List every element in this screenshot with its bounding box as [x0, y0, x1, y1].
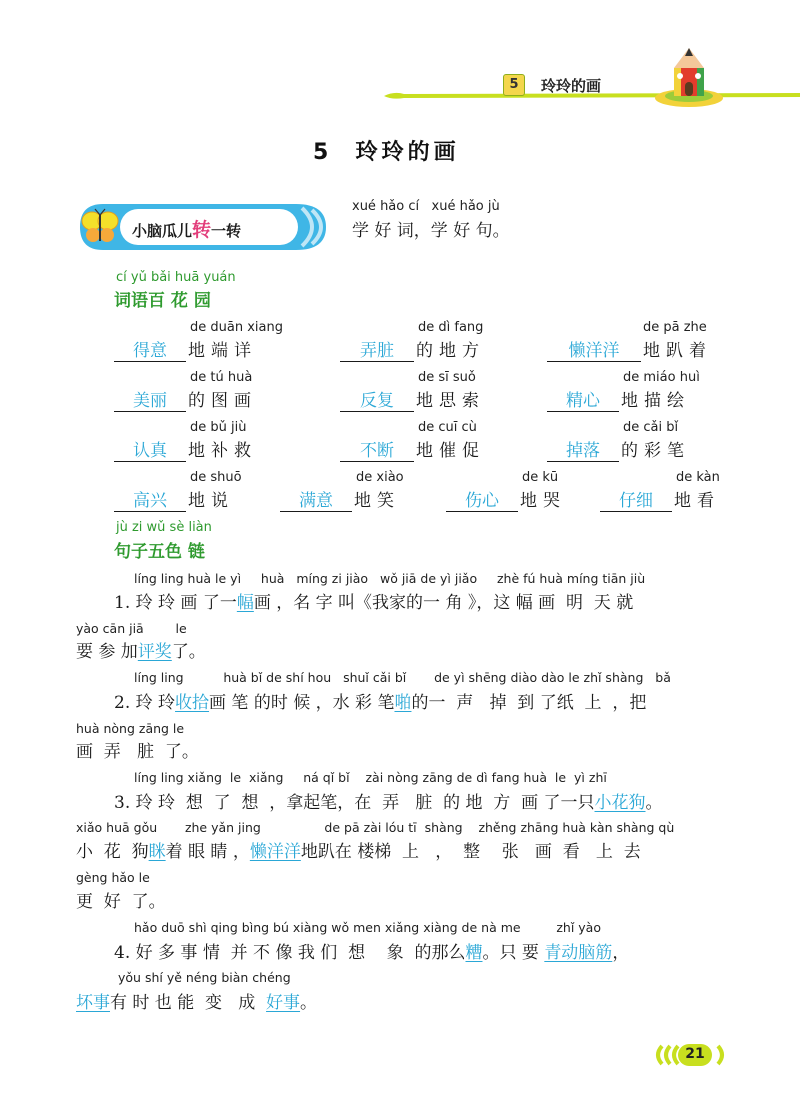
word-tail: 地哭: [520, 491, 566, 511]
word-answer[interactable]: 认真: [114, 436, 186, 462]
word-item-pinyin: de shuō: [190, 470, 242, 485]
word-item-pinyin: de cǎi bǐ: [623, 420, 679, 435]
banner-subtitle-pinyin: xué hǎo cí xué hǎo jù: [352, 199, 500, 214]
word-item: [446, 470, 606, 516]
sentence-text: 有 时 也 能 变 成: [110, 993, 267, 1013]
sentence-3-line: [114, 788, 663, 813]
word-item: [340, 320, 540, 366]
word-answer[interactable]: 精心: [547, 386, 619, 412]
sentence-answer[interactable]: 幅: [236, 593, 254, 613]
sentence-text: 1. 玲 玲 画 了一: [114, 593, 237, 613]
sentence-4-pinyin-2: yǒu shí yě néng biàn chéng: [118, 970, 291, 985]
word-item: [340, 370, 540, 416]
word-answer[interactable]: 满意: [280, 486, 352, 512]
banner-subtitle: 学 好 词，学 好 句。: [352, 221, 510, 241]
sentence-answer[interactable]: 眯: [148, 842, 166, 862]
word-answer[interactable]: 懒洋洋: [547, 336, 641, 362]
sentence-text: 。只 要: [482, 943, 545, 963]
word-answer[interactable]: 不断: [340, 436, 414, 462]
header-lesson-title: 玲玲的画: [541, 77, 602, 95]
word-item: [114, 370, 314, 416]
word-item: [114, 420, 314, 466]
word-item: [340, 420, 540, 466]
sentence-1-pinyin: líng ling huà le yì huà míng zi jiào wǒ jiā de yì jiǎo zhè fú huà míng tiān jiù: [134, 571, 646, 586]
sentence-chain-heading: 句子五色 链: [114, 542, 205, 562]
page-number-left-marks: [654, 1044, 680, 1066]
sentence-4-pinyin: hǎo duō shì qing bìng bú xiàng wǒ men xiǎng xiàng de nà me zhǐ yào: [134, 920, 601, 935]
word-item-pinyin: de xiào: [356, 470, 404, 485]
word-item-pinyin: de pā zhe: [643, 320, 707, 335]
word-item: [547, 370, 767, 416]
sentence-4-line: [114, 938, 629, 963]
pencil-house-icon: [654, 44, 724, 108]
sentence-text: 的一 声 掉 到 了纸 上 ，把: [411, 693, 647, 713]
word-tail: 地描绘: [621, 391, 690, 411]
word-item: [547, 420, 767, 466]
sentence-answer[interactable]: 啪: [394, 693, 412, 713]
banner-label-pre: 小脑瓜儿: [132, 222, 193, 240]
word-tail: 的地方: [416, 341, 485, 361]
sentence-answer[interactable]: 坏事: [76, 993, 110, 1013]
word-tail: 地说: [188, 491, 234, 511]
sentence-text: 地趴在 楼梯 上 ， 整 张 画 看 上 去: [300, 842, 641, 862]
word-tail: 地趴着: [643, 341, 712, 361]
word-item-pinyin: de tú huà: [190, 370, 253, 385]
sentence-2-pinyin: líng ling huà bǐ de shí hou shuǐ cǎi bǐ de yì shēng diào dào le zhǐ shàng bǎ: [134, 670, 671, 685]
sentence-text: 2. 玲 玲: [114, 693, 176, 713]
banner-label: [132, 215, 241, 242]
sentence-text: 小 花 狗: [76, 842, 149, 862]
sentence-2-pinyin-2: huà nòng zāng le: [76, 721, 185, 736]
butterfly-icon: [80, 207, 120, 247]
sentence-1-pinyin-2: yào cān jiā le: [76, 621, 187, 636]
sentence-text: 画 笔 的时 候 ，水 彩 笔: [209, 693, 395, 713]
sentence-answer[interactable]: 收拾: [175, 693, 210, 713]
sentence-text: 要 参 加: [76, 642, 138, 662]
sentence-3-pinyin-2: xiǎo huā gǒu zhe yǎn jing de pā zài lóu tī shàng zhěng zhāng huà kàn shàng qù: [76, 820, 675, 835]
word-tail: 的图画: [188, 391, 257, 411]
section-banner: [76, 200, 334, 254]
word-item: [547, 320, 767, 366]
sentence-answer[interactable]: 青动脑筋: [544, 943, 613, 963]
banner-label-post: 一转: [211, 222, 242, 240]
sentence-4-line-2: [76, 988, 317, 1013]
sentence-text: ，: [612, 943, 630, 963]
word-tail: 地思索: [416, 391, 485, 411]
word-item-pinyin: de bǔ jiù: [190, 420, 247, 435]
sentence-text: 。: [645, 793, 663, 813]
word-item-pinyin: de kū: [522, 470, 559, 485]
page-number-right-mark: [714, 1044, 726, 1066]
word-answer[interactable]: 反复: [340, 386, 414, 412]
sentence-2-line: [114, 688, 646, 713]
sentence-2-line-2: 画 弄 脏 了。: [76, 742, 199, 762]
sentence-3-pinyin: líng ling xiǎng le xiǎng ná qǐ bǐ zài nòng zāng de dì fang huà le yì zhī: [134, 770, 607, 785]
word-item: [114, 320, 314, 366]
word-answer[interactable]: 掉落: [547, 436, 619, 462]
word-item: [280, 470, 440, 516]
page-number: 21: [685, 1046, 705, 1062]
word-garden-heading: 词语百 花 园: [114, 291, 211, 311]
sentence-1-line-2: [76, 637, 206, 662]
word-tail: 的彩笔: [621, 441, 690, 461]
sentence-3-line-2: [76, 837, 641, 862]
sentence-text: 着 眼 睛 ，: [165, 842, 250, 862]
sentence-answer[interactable]: 糟: [465, 943, 483, 963]
word-garden-heading-pinyin: cí yǔ bǎi huā yuán: [116, 270, 236, 285]
word-answer[interactable]: 伤心: [446, 486, 518, 512]
word-item-pinyin: de duān xiang: [190, 320, 283, 335]
sentence-answer[interactable]: 好事: [266, 993, 301, 1013]
word-tail: 地端详: [188, 341, 257, 361]
sentence-answer[interactable]: 评奖: [137, 642, 172, 662]
sentence-3-line-3: 更 好 了。: [76, 892, 166, 912]
word-tail: 地看: [674, 491, 720, 511]
sentence-answer[interactable]: 小花狗: [594, 793, 646, 813]
word-item-pinyin: de sī suǒ: [418, 370, 476, 385]
word-answer[interactable]: 美丽: [114, 386, 186, 412]
word-answer[interactable]: 得意: [114, 336, 186, 362]
sentence-chain-heading-pinyin: jù zi wǔ sè liàn: [116, 520, 212, 535]
page-title: 5 玲玲的画: [313, 140, 460, 165]
word-item: [600, 470, 770, 516]
word-item-pinyin: de kàn: [676, 470, 720, 485]
sentence-text: 画 ，名 字 叫《我家的一 角 》，这 幅 画 明 天 就: [253, 593, 634, 613]
word-item-pinyin: de cuī cù: [418, 420, 477, 435]
lesson-number-box: 5: [503, 74, 525, 96]
word-tail: 地催促: [416, 441, 485, 461]
word-answer[interactable]: 弄脏: [340, 336, 414, 362]
sentence-1-line: [114, 588, 633, 613]
sentence-text: 4. 好 多 事 情 并 不 像 我 们 想 象 的那么: [114, 943, 466, 963]
word-item-pinyin: de dì fang: [418, 320, 484, 335]
word-item: [114, 470, 284, 516]
word-answer[interactable]: 高兴: [114, 486, 186, 512]
word-tail: 地补救: [188, 441, 257, 461]
sentence-text: 。: [300, 993, 318, 1013]
sentence-answer[interactable]: 懒洋洋: [249, 842, 301, 862]
sentence-text: 了。: [171, 642, 206, 662]
sentence-text: 3. 玲 玲 想 了 想 ，拿起笔，在 弄 脏 的 地 方 画 了一只: [114, 793, 595, 813]
word-item-pinyin: de miáo huì: [623, 370, 700, 385]
word-tail: 地笑: [354, 491, 400, 511]
word-answer[interactable]: 仔细: [600, 486, 672, 512]
banner-label-mid: 转: [192, 219, 212, 241]
sentence-3-pinyin-3: gèng hǎo le: [76, 870, 150, 885]
